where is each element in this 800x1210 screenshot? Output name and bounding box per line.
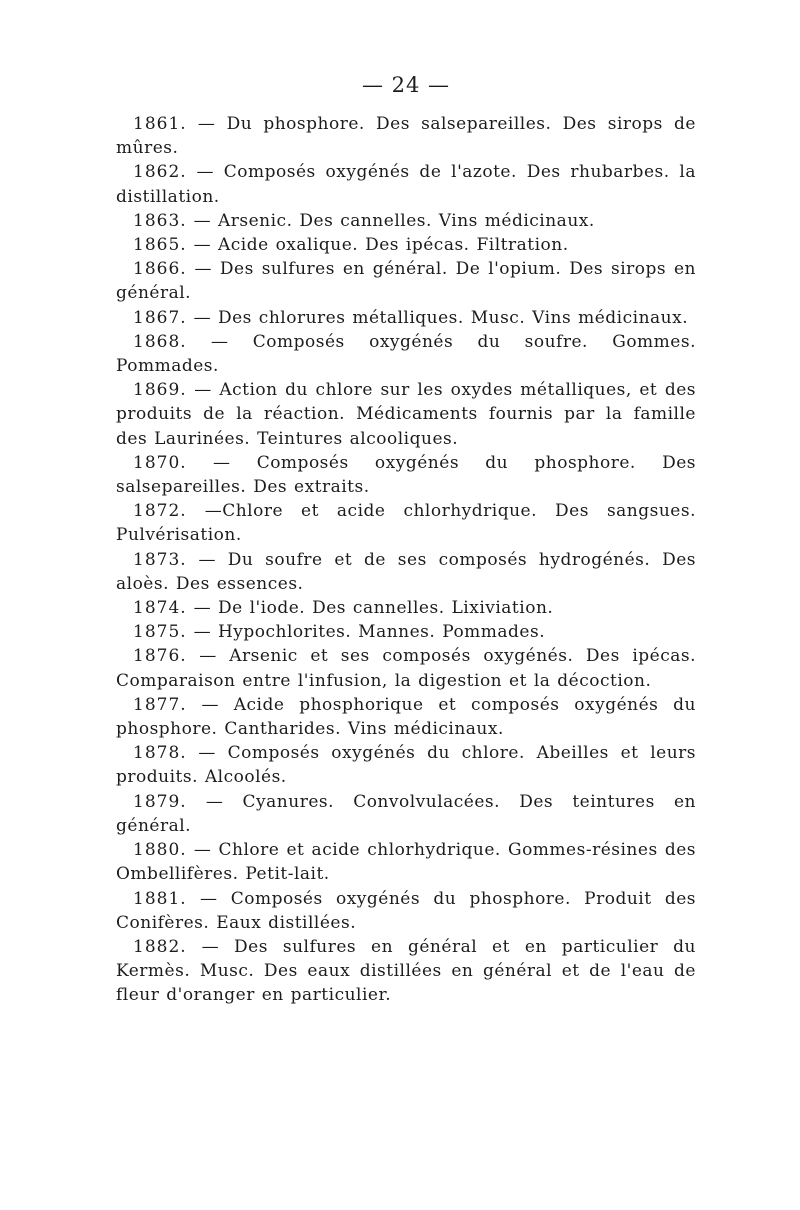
entry-text: — Arsenic. Des cannelles. Vins médicinaux. [193,210,595,231]
entry-1867 [116,306,696,330]
entry-1882 [116,935,696,1008]
entry-text: — Composés oxygénés du soufre. Gommes. Pommades. [116,331,696,377]
entry-1862 [116,160,696,208]
entry-year: 1873. [133,549,187,570]
entry-text: — Composés oxygénés du phosphore. Produit des Conifères. Eaux distillées. [116,888,697,933]
book-page [116,70,696,1008]
entry-year: 1875. [133,622,187,643]
entry-1863 [116,209,696,233]
entry-year: 1869. [133,380,187,401]
entry-year: 1881. [133,888,187,909]
entry-text: — Du soufre et de ses composés hydrogénés. Des aloès. Des essences. [116,549,696,594]
entry-text: — Cyanures. Convolvulacées. Des teintures en général. [116,791,696,836]
entry-text: — Composés oxygénés du phosphore. Des salsepareilles. Des extraits. [116,452,696,498]
entry-1870 [116,451,696,499]
entry-year: 1865. [133,235,187,256]
entry-year: 1878. [133,743,187,764]
entry-1866 [116,257,696,305]
entry-1876 [116,644,696,692]
entry-1869 [116,378,696,451]
entry-text: — Des sulfures en général. De l'opium. Des sirops en général. [116,259,696,304]
entry-text: — De l'iode. Des cannelles. Lixiviation. [193,598,554,619]
entry-text: — Acide phosphorique et composés oxygénés du phosphore. Cantharides. Vins médicinaux. [116,694,696,740]
entry-year: 1880. [133,840,187,861]
entry-year: 1863. [133,210,187,231]
entry-year: 1866. [133,259,187,280]
entry-1872 [116,499,696,547]
entry-year: 1876. [133,646,187,667]
entry-1881 [116,887,696,935]
entry-1875 [116,620,696,644]
entry-text: — Chlore et acide chlorhydrique. Gommes-résines des Ombellifères. Petit-lait. [116,840,696,885]
entry-year: 1879. [133,791,187,812]
entry-year: 1861. [133,114,187,134]
entry-text: — Des sulfures en général et en particulier du Kermès. Musc. Des eaux distillées en général et de l'eau de fleur d'oranger en particulier. [116,936,697,1006]
entry-year: 1867. [133,307,187,328]
entry-year: 1877. [133,694,187,715]
entry-year: 1870. [133,452,187,473]
entry-year: 1874. [133,598,187,619]
entry-text: — Acide oxalique. Des ipécas. Filtration. [193,235,569,256]
entry-1874 [116,596,696,620]
entry-1877 [116,693,696,741]
entry-1879 [116,790,696,838]
entry-text: —Chlore et acide chlorhydrique. Des sangsues. Pulvérisation. [116,501,696,546]
entry-text: — Hypochlorites. Mannes. Pommades. [193,622,546,643]
entry-year: 1868. [133,331,187,352]
entry-1878 [116,741,696,789]
entry-1865 [116,233,696,257]
entry-text: — Du phosphore. Des salsepareilles. Des sirops de mûres. [116,114,696,159]
entry-1873 [116,548,696,596]
page-number: — 24 — [361,73,451,97]
entry-year: 1862. [133,162,187,183]
entry-1861 [116,112,696,160]
entry-year: 1882. [133,936,187,957]
entry-text: — Composés oxygénés de l'azote. Des rhubarbes. la distillation. [116,162,696,207]
entry-text: — Des chlorures métalliques. Musc. Vins médicinaux. [193,307,689,328]
entry-1868 [116,330,696,378]
entry-text: — Action du chlore sur les oxydes métalliques, et des produits de la réaction. Médicaments fournis par la famille des Laurinées. Teintures alcooliques. [116,380,696,449]
entry-text: — Arsenic et ses composés oxygénés. Des ipécas. Comparaison entre l'infusion, la digestion et la décoction. [116,646,696,691]
entry-1880 [116,838,696,886]
entry-text: — Composés oxygénés du chlore. Abeilles et leurs produits. Alcoolés. [116,743,696,788]
entry-year: 1872. [133,501,187,522]
